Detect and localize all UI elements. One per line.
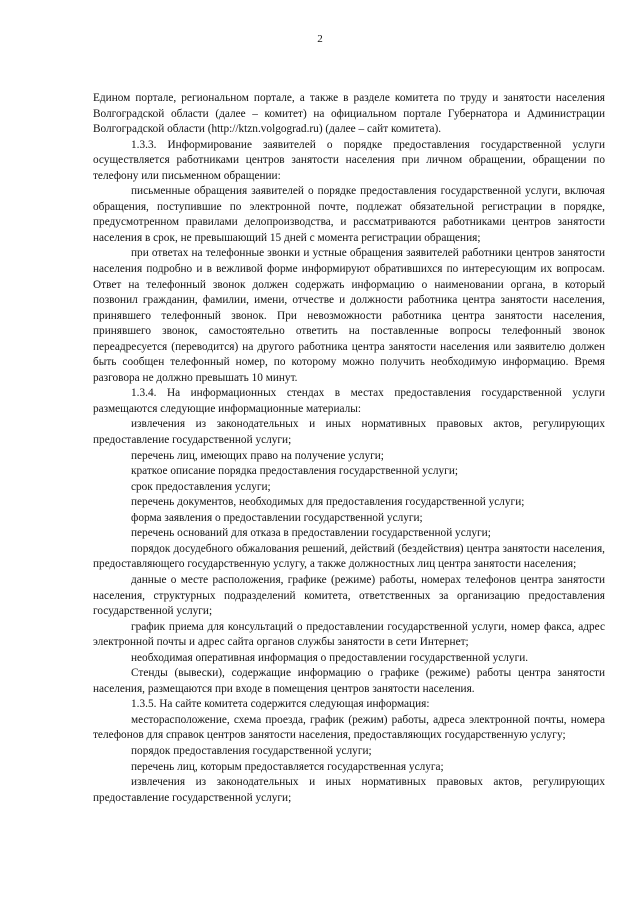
paragraph: письменные обращения заявителей о порядке предоставления государственной услуги, включая обращения, поступившие по электронной почте, подлежат обязательной регистрации в порядке, предусмотренном правилами делопроизводства, и рассматриваются работниками центров занятости населения в срок, не превышающий 15 дней с момента регистрации обращения; bbox=[93, 185, 605, 244]
paragraph: извлечения из законодательных и иных нормативных правовых актов, регулирующих предоставление государственной услуги; bbox=[93, 418, 605, 447]
paragraph: порядок досудебного обжалования решений, действий (бездействия) центра занятости населения, предоставляющего государственную услугу, а также должностных лиц центра занятости населения; bbox=[93, 542, 605, 571]
paragraph: перечень документов, необходимых для предоставления государственной услуги; bbox=[131, 496, 525, 509]
paragraph: перечень лиц, имеющих право на получение услуги; bbox=[131, 449, 384, 462]
paragraph: краткое описание порядка предоставления государственной услуги; bbox=[131, 465, 459, 478]
paragraph: график приема для консультаций о предоставлении государственной услуги, номер факса, адрес электронной почты и адрес сайта органов службы занятости в сети Интернет; bbox=[93, 620, 605, 649]
paragraph: перечень оснований для отказа в предоставлении государственной услуги; bbox=[131, 527, 491, 540]
paragraph: Едином портале, региональном портале, а также в разделе комитета по труду и занятости населения Волгоградской области (далее – комитет) на официальном портале Губернатора и Администрации Волгоградской области (http://ktzn.volgograd.ru) (далее – сайт комитета). bbox=[93, 92, 605, 136]
paragraph: необходимая оперативная информация о предоставлении государственной услуги. bbox=[131, 651, 529, 664]
paragraph: 1.3.3. Информирование заявителей о порядке предоставления государственной услуги осуществляется работниками центров занятости населения при личном обращении, обращении по телефону или письменном обращении: bbox=[93, 138, 605, 182]
paragraph: месторасположение, схема проезда, график (режим) работы, адреса электронной почты, номера телефонов для справок центров занятости населения, предоставляющих государственную услугу; bbox=[93, 713, 605, 742]
paragraph: извлечения из законодательных и иных нормативных правовых актов, регулирующих предоставление государственной услуги; bbox=[93, 776, 605, 804]
paragraph: данные о месте расположения, графике (режиме) работы, номерах телефонов центра занятости населения, структурных подразделений комитета, ответственных за организацию предоставления государственной услуги; bbox=[93, 573, 605, 618]
paragraph: форма заявления о предоставлении государственной услуги; bbox=[131, 511, 423, 524]
paragraph: 1.3.4. На информационных стендах в местах предоставления государственной услуги размещаются следующие информационные материалы: bbox=[93, 387, 605, 415]
paragraph: перечень лиц, которым предоставляется государственная услуга; bbox=[131, 760, 444, 773]
paragraph: срок предоставления услуги; bbox=[131, 480, 271, 493]
paragraph: при ответах на телефонные звонки и устные обращения заявителей работники центров занятости населения подробно и в вежливой форме информируют обратившихся по интересующим их вопросам. Ответ на телефонный звонок должен содержать информацию о наименовании органа, в который позвонил гражданин, фамилии, имени, отчестве и должности работника центра занятости населения, принявшего телефонный звонок. При невозможности работника центра занятости населения, принявшего звонок, самостоятельно ответить на поставленные вопросы телефонный звонок переадресуется (переводится) на другого работника центра занятости населения или заявителю должен быть сообщен телефонный номер, по которому можно получить необходимую информацию. Время разговора не должно превышать 10 минут. bbox=[93, 247, 605, 384]
paragraph: порядок предоставления государственной услуги; bbox=[131, 744, 372, 757]
paragraph: 1.3.5. На сайте комитета содержится следующая информация: bbox=[131, 698, 430, 711]
page-number: 2 bbox=[317, 33, 323, 45]
document-body bbox=[93, 91, 605, 806]
paragraph: Стенды (вывески), содержащие информацию о графике (режиме) работы центра занятости населения, размещаются при входе в помещения центров занятости населения. bbox=[93, 667, 605, 695]
